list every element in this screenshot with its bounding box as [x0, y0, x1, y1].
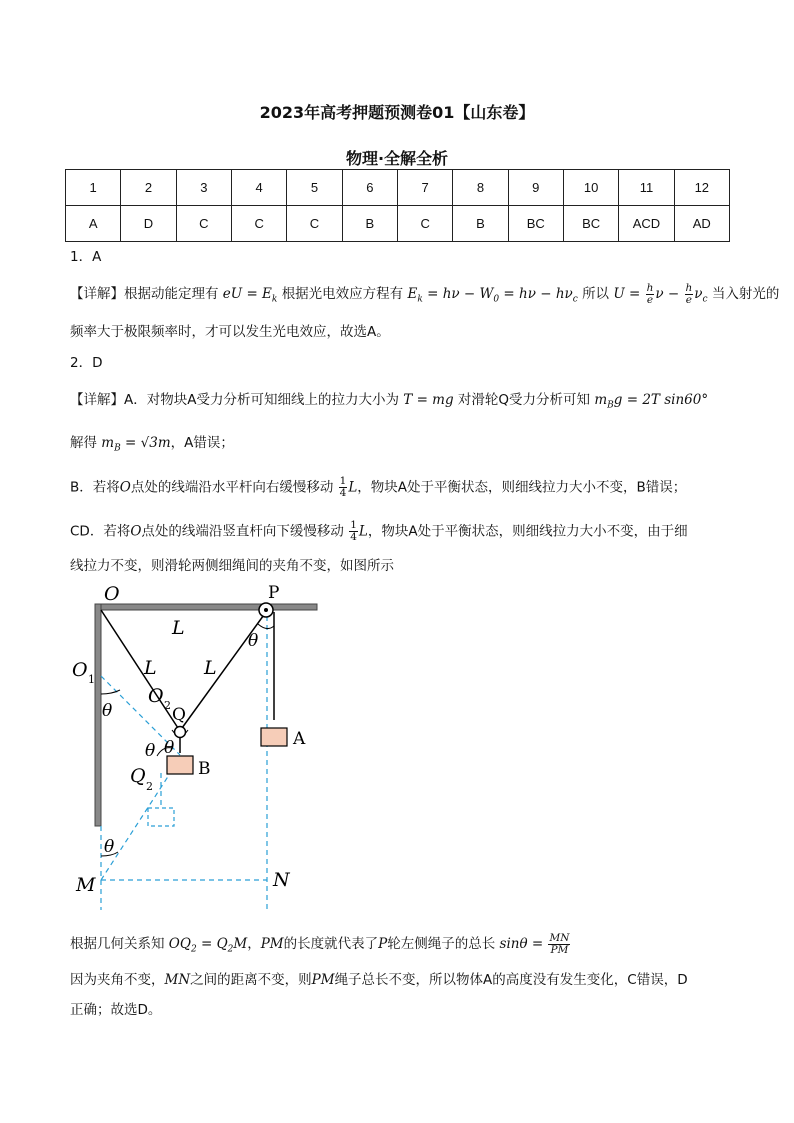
equation-energy: eU = $E_k$: [222, 286, 278, 305]
equation-voltage: U = $\frac{h}{e}$ ν − $\frac{h}{e}$ $\nu_c$: [613, 282, 708, 306]
question-number: 6: [342, 170, 397, 206]
equation-pulley-balance: $m_Bg = 2T$ sin60°: [594, 392, 709, 411]
detail-tag: 【详解】: [70, 392, 124, 408]
answer-cell: D: [121, 206, 176, 242]
page-title: 2023年高考押题预测卷01【山东卷】: [259, 103, 535, 122]
question-number: 3: [176, 170, 231, 206]
page-subtitle: 物理·全解全析: [345, 149, 449, 168]
label-n: N: [273, 869, 290, 891]
fraction-quarter: $\frac{1}{4}$: [339, 475, 347, 499]
dashed-block: [148, 808, 174, 826]
fraction-quarter: $\frac{1}{4}$: [350, 519, 357, 543]
q2-option-b: B．若将O点处的线端沿水平杆向右缓慢移动 $\frac{1}{4}$ L，物块A处于平衡状态，则细线拉力大小不变，B错误；: [70, 475, 687, 499]
answer-cell: A: [66, 206, 121, 242]
q2-option-cd-line-1: CD．若将O点处的线端沿竖直杆向下缓慢移动 $\frac{1}{4}$ L，物块A处于平衡状态，则细线拉力大小不变，由于细: [70, 519, 688, 543]
answer-cell: AD: [674, 206, 729, 242]
middle-string: [182, 612, 266, 728]
label-b: B: [198, 759, 211, 779]
answer-cell: C: [176, 206, 231, 242]
question-number: 11: [619, 170, 674, 206]
question-number: 9: [508, 170, 563, 206]
label-p: P: [268, 583, 280, 603]
question-number: 8: [453, 170, 508, 206]
label-theta-m: θ: [104, 837, 115, 857]
label-theta-q2: θ: [145, 741, 156, 761]
q2-geometry-line: 根据几何关系知 $OQ_2 = Q_2M$，PM的长度就代表了P轮左侧绳子的总长 sinθ = $\frac{MN}{PM}$: [70, 932, 570, 956]
block-b: [167, 756, 193, 774]
label-theta-p: θ: [248, 631, 259, 651]
answer-cell: ACD: [619, 206, 674, 242]
equation-photoelectric: $E_k = h\nu - W_0 = h\nu - h\nu_c$: [407, 286, 578, 305]
question-number: 10: [563, 170, 618, 206]
equation-mass-b: $m_B = √3m$: [101, 435, 171, 454]
vertical-rod: [95, 604, 101, 826]
q1-detail-line-2: 频率大于极限频率时，才可以发生光电效应，故选A。: [70, 324, 390, 340]
label-o1: O: [72, 659, 88, 681]
question-number: 2: [121, 170, 176, 206]
label-q2-sub: 2: [146, 780, 153, 793]
q2-heading: 2．D: [70, 355, 103, 371]
detail-tag: 【详解】: [70, 286, 124, 302]
answer-cell: C: [231, 206, 286, 242]
answer-cell: C: [287, 206, 342, 242]
question-number: 7: [397, 170, 452, 206]
label-o1-sub: 1: [88, 673, 95, 686]
label-l-right: L: [204, 657, 217, 679]
pulley-q: [175, 727, 186, 738]
q1-detail-line-1: 【详解】根据动能定理有 eU = $E_k$ 根据光电效应方程有 $E_k = h\nu - W_0 = h\nu - h\nu_c$ 所以 U = $\frac{h}{e}$ ν − $\frac{h}{e}$ $\nu_c$ 当入射光的: [70, 282, 780, 306]
label-a: A: [293, 729, 306, 749]
label-q: Q: [172, 705, 186, 725]
label-q2: Q: [130, 765, 146, 787]
equation-sine: sinθ = $\frac{MN}{PM}$: [499, 932, 570, 956]
equation-tension: T = mg: [403, 392, 454, 408]
question-number: 12: [674, 170, 729, 206]
answer-table-number-row: [66, 170, 730, 206]
answer-cell: B: [453, 206, 508, 242]
equation-segments: $OQ_2 = Q_2M$: [168, 936, 248, 955]
q2-detail-line-1: 【详解】A．对物块A受力分析可知细线上的拉力大小为 T = mg 对滑轮Q受力分析可知 $m_Bg = 2T$ sin60°: [70, 392, 709, 411]
q2-option-cd-line-2: 线拉力不变，则滑轮两侧细绳间的夹角不变，如图所示: [70, 558, 394, 574]
q2-conclusion-line-2: 正确；故选D。: [70, 1002, 162, 1018]
answer-cell: BC: [508, 206, 563, 242]
q2-detail-line-2: 解得 $m_B = √3m$，A错误；: [70, 435, 234, 454]
answer-cell: B: [342, 206, 397, 242]
horizontal-rod: [95, 604, 317, 610]
pulley-p-axle: [264, 608, 268, 612]
answer-cell: C: [397, 206, 452, 242]
question-number: 5: [287, 170, 342, 206]
label-o: O: [104, 583, 120, 605]
pulley-diagram: [60, 580, 330, 915]
question-number: 1: [66, 170, 121, 206]
question-number: 4: [231, 170, 286, 206]
label-o2: O: [148, 685, 164, 707]
label-l-top: L: [172, 617, 185, 639]
label-m: M: [76, 874, 96, 896]
answer-cell: BC: [563, 206, 618, 242]
label-l-left: L: [144, 657, 157, 679]
label-theta-o1: θ: [102, 701, 113, 721]
block-a: [261, 728, 287, 746]
q1-heading: 1．A: [70, 249, 102, 265]
label-o2-sub: 2: [164, 699, 171, 712]
answer-table-answer-row: [66, 206, 730, 242]
answer-table: [65, 169, 730, 242]
label-theta-q: θ: [164, 738, 175, 758]
q2-conclusion-line-1: 因为夹角不变，MN之间的距离不变，则PM绳子总长不变，所以物体A的高度没有发生变化，C错误，D: [70, 972, 688, 988]
angle-arc-p: [258, 624, 274, 629]
